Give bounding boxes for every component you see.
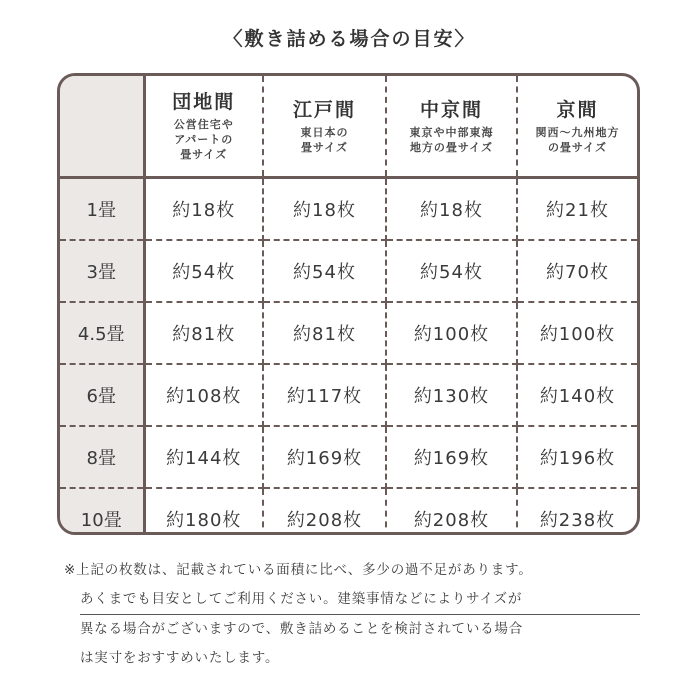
table-cell: 約238枚 <box>539 510 616 531</box>
column-sub: アパートの <box>174 133 234 146</box>
table-cell: 約144枚 <box>144 426 263 488</box>
column-header-kyoma <box>517 76 637 178</box>
table-row <box>60 488 637 535</box>
table-cell: 約117枚 <box>263 364 386 426</box>
table-cell: 約208枚 <box>263 488 386 535</box>
table-cell: 約208枚 <box>386 488 517 535</box>
column-name: 京間 <box>556 98 599 121</box>
row-label: 1畳 <box>60 178 144 241</box>
disclaimer-note <box>64 556 654 673</box>
table-cell: 約100枚 <box>386 302 517 364</box>
column-header-danchima <box>144 76 263 178</box>
column-name: 江戸間 <box>292 98 356 121</box>
column-sub: 畳サイズ <box>180 148 228 161</box>
table-cell: 約21枚 <box>517 178 637 241</box>
table-row <box>60 426 637 488</box>
table-cell: 約70枚 <box>517 240 637 302</box>
table-cell: 約81枚 <box>144 302 263 364</box>
column-sub: 畳サイズ <box>300 140 349 154</box>
table-header-row <box>60 76 637 178</box>
table-cell: 約180枚 <box>144 488 263 535</box>
column-sub: の畳サイズ <box>547 140 608 154</box>
note-line: 異なる場合がございますので、敷き詰めることを検討されている場合 <box>80 621 524 637</box>
table-row <box>60 178 637 241</box>
column-sub: 公営住宅や <box>173 118 234 131</box>
table-cell: 約18枚 <box>144 178 263 241</box>
table-cell: 約169枚 <box>386 426 517 488</box>
column-name: 中京間 <box>419 98 483 121</box>
row-label: 10畳 <box>60 488 144 535</box>
column-header-edoma <box>263 76 386 178</box>
table-cell: 約100枚 <box>517 302 637 364</box>
row-label: 3畳 <box>60 240 144 302</box>
column-sub: 東日本の <box>300 125 349 139</box>
corner-cell <box>60 76 144 178</box>
column-header-chukyoma <box>386 76 517 178</box>
table-cell: 約54枚 <box>263 240 386 302</box>
column-sub: 地方の畳サイズ <box>409 140 494 154</box>
column-name: 団地間 <box>172 91 236 113</box>
tatami-size-table <box>57 73 640 535</box>
table-cell: 約54枚 <box>386 240 517 302</box>
note-line: は実寸をおすすめいたします。 <box>80 650 280 666</box>
table-cell: 約130枚 <box>386 364 517 426</box>
table-cell: 約169枚 <box>263 426 386 488</box>
note-line: ※上記の枚数は、記載されている面積に比べ、多少の過不足があります。 <box>64 562 533 578</box>
column-sub: 関西～九州地方 <box>535 125 620 139</box>
table-cell: 約81枚 <box>263 302 386 364</box>
table-cell: 約18枚 <box>263 178 386 241</box>
row-label: 6畳 <box>60 364 144 426</box>
row-label: 8畳 <box>60 426 144 488</box>
column-sub: 東京や中部東海 <box>409 125 494 139</box>
table-cell: 約54枚 <box>144 240 263 302</box>
row-label: 4.5畳 <box>60 302 144 364</box>
table-cell: 約18枚 <box>386 178 517 241</box>
note-line: あくまでも目安としてご利用ください。建築事情などによりサイズが <box>80 585 640 615</box>
table-cell: 約196枚 <box>517 426 637 488</box>
table-row <box>60 302 637 364</box>
table-row <box>60 240 637 302</box>
table-cell: 約140枚 <box>517 364 637 426</box>
table-cell: 約108枚 <box>144 364 263 426</box>
table-row <box>60 364 637 426</box>
page-title: 〈敷き詰める場合の目安〉 <box>223 28 476 50</box>
